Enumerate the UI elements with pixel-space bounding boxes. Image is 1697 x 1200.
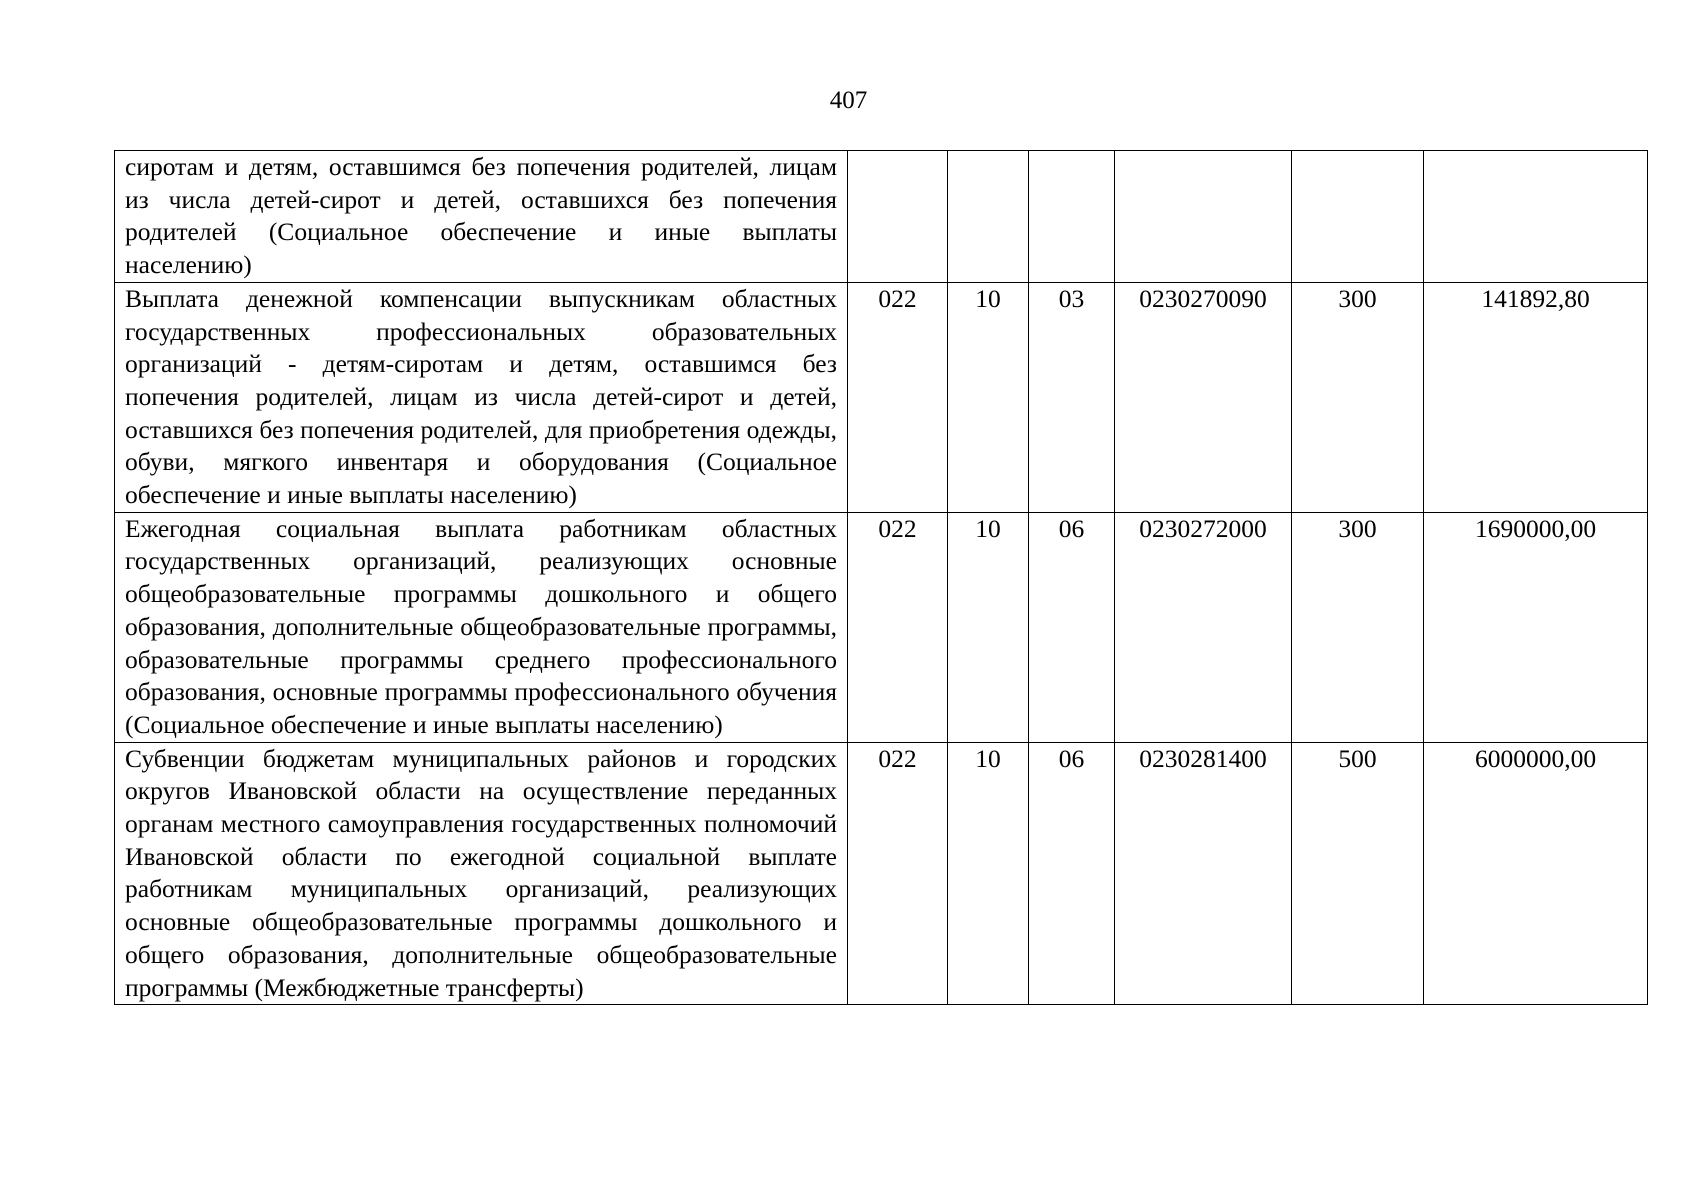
row-section-code: 10 — [948, 282, 1029, 512]
row-description: Субвенции бюджетам муниципальных районов и городских округов Ивановской области на осуществление переданных органам местного самоуправления государственных полномочий Ивановской области по ежегодной социальной выплате работникам муниципальных организаций, реализующих основные общеобразовательные программы дошкольного и общего образования, дополнительные общеобразовательные программы (Межбюджетные трансферты) — [115, 742, 848, 1005]
row-subsection-code — [1029, 151, 1115, 283]
row-section-code: 10 — [948, 742, 1029, 1005]
row-section-code: 10 — [948, 512, 1029, 742]
row-amount: 6000000,00 — [1424, 742, 1648, 1005]
budget-table — [114, 150, 1648, 1005]
row-subsection-code: 06 — [1029, 742, 1115, 1005]
row-subsection-code: 06 — [1029, 512, 1115, 742]
row-description: сиротам и детям, оставшимся без попечения родителей, лицам из числа детей-сирот и детей, оставшихся без попечения родителей (Социальное обеспечение и иные выплаты населению) — [115, 151, 848, 283]
table-row — [115, 742, 1648, 1005]
row-description: Ежегодная социальная выплата работникам областных государственных организаций, реализующих основные общеобразовательные программы дошкольного и общего образования, дополнительные общеобразовательные программы, образовательные программы среднего профессионального образования, основные программы профессионального обучения (Социальное обеспечение и иные выплаты населению) — [115, 512, 848, 742]
row-target-article-code: 0230272000 — [1115, 512, 1292, 742]
table-row — [115, 512, 1648, 742]
row-target-article-code — [1115, 151, 1292, 283]
row-expense-type-code — [1292, 151, 1424, 283]
row-amount: 1690000,00 — [1424, 512, 1648, 742]
row-section-code — [948, 151, 1029, 283]
row-target-article-code: 0230281400 — [1115, 742, 1292, 1005]
row-description: Выплата денежной компенсации выпускникам областных государственных профессиональных образовательных организаций - детям-сиротам и детям, оставшимся без попечения родителей, лицам из числа детей-сирот и детей, оставшихся без попечения родителей, для приобретения одежды, обуви, мягкого инвентаря и оборудования (Социальное обеспечение и иные выплаты населению) — [115, 282, 848, 512]
row-amount: 141892,80 — [1424, 282, 1648, 512]
row-subsection-code: 03 — [1029, 282, 1115, 512]
page-number: 407 — [829, 87, 868, 114]
row-expense-type-code: 300 — [1292, 512, 1424, 742]
row-amount — [1424, 151, 1648, 283]
row-ved-code: 022 — [848, 742, 948, 1005]
row-expense-type-code: 300 — [1292, 282, 1424, 512]
row-target-article-code: 0230270090 — [1115, 282, 1292, 512]
row-ved-code: 022 — [848, 512, 948, 742]
row-ved-code — [848, 151, 948, 283]
table-row — [115, 282, 1648, 512]
row-expense-type-code: 500 — [1292, 742, 1424, 1005]
table-row — [115, 151, 1648, 283]
row-ved-code: 022 — [848, 282, 948, 512]
